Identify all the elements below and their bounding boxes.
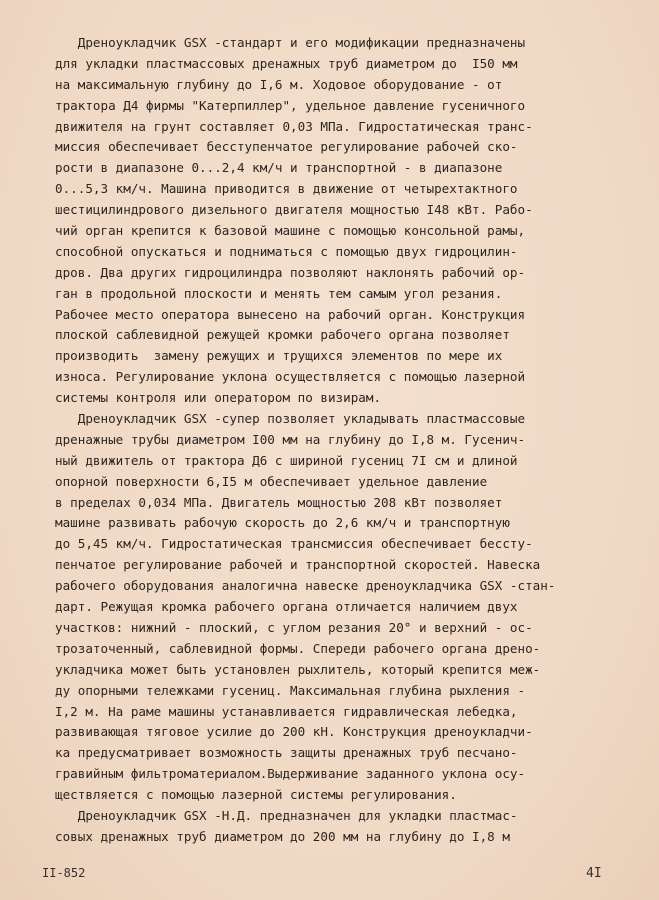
text-line: машине развивать рабочую скорость до 2,6 км/ч и транспортную	[55, 515, 510, 531]
text-line: плоской саблевидной режущей кромки рабочего органа позволяет	[55, 327, 510, 343]
text-line: до 5,45 км/ч. Гидростатическая трансмиссия обеспечивает бессту-	[55, 536, 533, 552]
text-line: ный движитель от трактора Д6 с шириной гусениц 7I см и длиной	[55, 452, 518, 468]
text-line: Дреноукладчик GSX -супер позволяет укладывать пластмассовые	[55, 411, 526, 427]
text-line: ка предусматривает возможность защиты дренажных труб песчано-	[55, 745, 518, 761]
paragraph	[55, 806, 615, 848]
text-line: миссия обеспечивает бесступенчатое регулирование рабочей ско-	[55, 139, 518, 155]
text-line: на максимальную глубину до I,6 м. Ходовое оборудование - от	[55, 76, 503, 92]
text-line: опорной поверхности 6,I5 м обеспечивает удельное давление	[55, 473, 488, 489]
paragraph	[55, 409, 615, 806]
text-line: рабочего оборудования аналогична навеске дреноукладчика GSX -стан-	[55, 578, 556, 594]
text-line: движителя на грунт составляет 0,03 МПа. Гидростатическая транс-	[55, 118, 533, 134]
text-line: ществляется с помощью лазерной системы регулирования.	[55, 787, 457, 803]
text-line: для укладки пластмассовых дренажных труб диаметром до I50 мм	[55, 55, 518, 71]
text-line: участков: нижний - плоский, с углом резания 20° и верхний - ос-	[55, 619, 533, 635]
text-line: системы контроля или оператором по визирам.	[55, 390, 382, 406]
text-line: ган в продольной плоскости и менять тем самым угол резания.	[55, 285, 503, 301]
body-text	[55, 33, 615, 848]
text-line: I,2 м. На раме машины устанавливается гидравлическая лебедка,	[55, 703, 518, 719]
text-line: дарт. Режущая кромка рабочего органа отличается наличием двух	[55, 599, 518, 615]
text-line: в пределах 0,034 МПа. Двигатель мощностью 208 кВт позволяет	[55, 494, 503, 510]
text-line: трактора Д4 фирмы "Катерпиллер", удельное давление гусеничного	[55, 97, 526, 113]
text-line: Дреноукладчик GSX -стандарт и его модификации предназначены	[55, 35, 526, 50]
text-line: способной опускаться и подниматься с помощью двух гидроцилин-	[55, 243, 518, 259]
text-line: рости в диапазоне 0...2,4 км/ч и транспортной - в диапазоне	[55, 160, 503, 176]
text-line: производить замену режущих и трущихся элементов по мере их	[55, 348, 503, 364]
footer-code: II-852	[42, 866, 86, 880]
text-line: износа. Регулирование уклона осуществляется с помощью лазерной	[55, 369, 526, 385]
text-line: 0...5,3 км/ч. Машина приводится в движение от четырехтактного	[55, 181, 518, 197]
text-line: дренажные трубы диаметром I00 мм на глубину до I,8 м. Гусенич-	[55, 431, 526, 447]
text-line: шестицилиндрового дизельного двигателя мощностью I48 кВт. Рабо-	[55, 202, 533, 218]
text-line: Рабочее место оператора вынесено на рабочий орган. Конструкция	[55, 306, 526, 322]
text-line: гравийным фильтроматериалом.Выдерживание заданного уклона осу-	[55, 766, 526, 782]
text-line: пенчатое регулирование рабочей и транспортной скоростей. Навеска	[55, 557, 541, 573]
text-line: Дреноукладчик GSX -Н.Д. предназначен для укладки пластмас-	[55, 807, 518, 823]
text-line: трозаточенный, саблевидной формы. Спереди рабочего органа дрено-	[55, 640, 541, 656]
text-line: развивающая тяговое усилие до 200 кН. Конструкция дреноукладчи-	[55, 724, 533, 740]
text-line: ду опорными тележками гусениц. Максимальная глубина рыхления -	[55, 682, 526, 698]
text-line: дров. Два других гидроцилиндра позволяют наклонять рабочий ор-	[55, 264, 526, 280]
paragraph	[55, 33, 615, 409]
text-line: совых дренажных труб диаметром до 200 мм на глубину до I,8 м	[55, 828, 510, 844]
text-line: чий орган крепится к базовой машине с помощью консольной рамы,	[55, 223, 526, 239]
page-number: 4I	[586, 866, 602, 881]
text-line: укладчика может быть установлен рыхлитель, который крепится меж-	[55, 661, 541, 677]
